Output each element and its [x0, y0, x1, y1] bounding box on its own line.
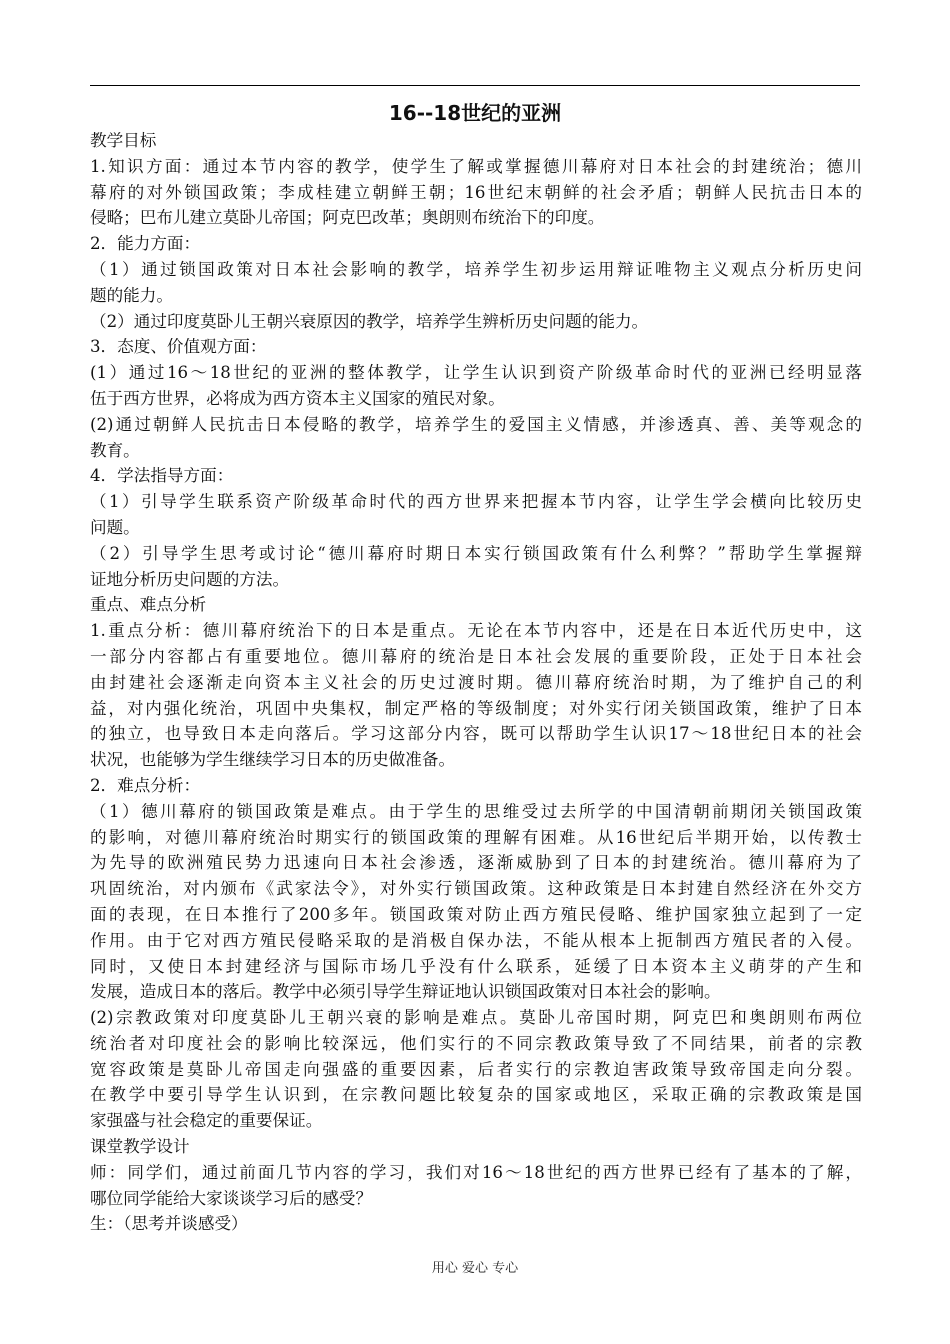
document-body — [90, 128, 862, 1237]
text-line: 伍于西方世界，必将成为西方资本主义国家的殖民对象。 — [90, 388, 505, 408]
text-line: 宽容政策是莫卧儿帝国走向强盛的重要因素，后者实行的宗教迫害政策导致帝国走向分裂。 — [90, 1059, 862, 1079]
text-line: 侵略；巴布儿建立莫卧儿帝国；阿克巴改革；奥朗则布统治下的印度。 — [90, 208, 605, 228]
text-line: 巩固统治，对内颁布《武家法令》，对外实行锁国政策。这种政策是日本封建自然经济在外交方 — [90, 879, 862, 899]
text-line: 课堂教学设计 — [90, 1137, 190, 1157]
text-line: （2）通过印度莫卧儿王朝兴衰原因的教学，培养学生辨析历史问题的能力。 — [90, 311, 649, 331]
text-line: 的独立，也导致日本走向落后。学习这部分内容，既可以帮助学生认识17～18世纪日本的社会 — [90, 724, 862, 744]
text-line: 一部分内容都占有重要地位。德川幕府的统治是日本社会发展的重要阶段，正处于日本社会 — [90, 646, 862, 666]
document-title: 16--18世纪的亚洲 — [388, 101, 562, 125]
text-line: 为先导的欧洲殖民势力迅速向日本社会渗透，逐渐威胁到了日本的封建统治。德川幕府为了 — [90, 853, 862, 873]
text-line: 作用。由于它对西方殖民侵略采取的是消极自保办法，不能从根本上扼制西方殖民者的入侵。 — [90, 930, 862, 950]
text-line: 3．态度、价值观方面： — [90, 337, 267, 357]
text-line: 生：（思考并谈感受） — [90, 1214, 248, 1234]
text-line: 家强盛与社会稳定的重要保证。 — [90, 1111, 323, 1131]
header-rule — [90, 85, 860, 86]
text-line: 题的能力。 — [90, 285, 173, 305]
text-line: 在教学中要引导学生认识到，在宗教问题比较复杂的国家或地区，采取正确的宗教政策是国 — [90, 1085, 862, 1105]
text-line: （1）德川幕府的锁国政策是难点。由于学生的思维受过去所学的中国清朝前期闭关锁国政策 — [90, 801, 862, 821]
text-line: 证地分析历史问题的方法。 — [90, 569, 290, 589]
text-line: 1.知识方面：通过本节内容的教学，使学生了解或掌握德川幕府对日本社会的封建统治；德川 — [90, 156, 862, 176]
text-line: 问题。 — [90, 517, 140, 537]
text-line: 由封建社会逐渐走向资本主义社会的历史过渡时期。德川幕府统治时期，为了维护自己的利 — [90, 672, 862, 692]
text-line: 教学目标 — [90, 131, 157, 150]
text-line: 教育。 — [90, 440, 140, 460]
text-line: 1.重点分析：德川幕府统治下的日本是重点。无论在本节内容中，还是在日本近代历史中，这 — [90, 621, 862, 641]
page-footer: 用心 爱心 专心 — [431, 1261, 519, 1276]
text-line: (2)宗教政策对印度莫卧儿王朝兴衰的影响是难点。莫卧儿帝国时期，阿克巴和奥朗则布两位 — [90, 1008, 862, 1028]
text-line: 发展，造成日本的落后。教学中必须引导学生辩证地认识锁国政策对日本社会的影响。 — [90, 982, 721, 1002]
text-line: 面的表现，在日本推行了200多年。锁国政策对防止西方殖民侵略、维护国家独立起到了一定 — [90, 904, 862, 924]
text-line: 哪位同学能给大家谈谈学习后的感受？ — [90, 1188, 373, 1208]
text-line: 统治者对印度社会的影响比较深远，他们实行的不同宗教政策导致了不同结果，前者的宗教 — [90, 1033, 862, 1053]
text-line: 的影响，对德川幕府统治时期实行的锁国政策的理解有困难。从16世纪后半期开始，以传教士 — [90, 827, 862, 847]
text-line: 重点、难点分析 — [90, 595, 207, 615]
text-line: 幕府的对外锁国政策；李成桂建立朝鲜王朝；16世纪末朝鲜的社会矛盾；朝鲜人民抗击日本的 — [90, 182, 862, 202]
text-line: 益，对内强化统治，巩固中央集权，制定严格的等级制度；对外实行闭关锁国政策，维护了日本 — [90, 698, 862, 718]
text-line: （1）引导学生联系资产阶级革命时代的西方世界来把握本节内容，让学生学会横向比较历史 — [90, 492, 862, 512]
text-line: 同时，又使日本封建经济与国际市场几乎没有什么联系，延缓了日本资本主义萌芽的产生和 — [90, 956, 862, 976]
text-line: 2．能力方面： — [90, 234, 201, 254]
text-line: 2．难点分析： — [90, 775, 201, 795]
text-line: 4．学法指导方面： — [90, 466, 234, 486]
text-line: (2)通过朝鲜人民抗击日本侵略的教学，培养学生的爱国主义情感，并渗透真、善、美等观念的 — [90, 414, 862, 434]
text-line: 师：同学们，通过前面几节内容的学习，我们对16～18世纪的西方世界已经有了基本的了解， — [90, 1162, 862, 1182]
text-line: （1）通过锁国政策对日本社会影响的教学，培养学生初步运用辩证唯物主义观点分析历史问 — [90, 259, 862, 279]
text-line: 状况，也能够为学生继续学习日本的历史做准备。 — [90, 750, 456, 770]
text-line: (1）通过16～18世纪的亚洲的整体教学，让学生认识到资产阶级革命时代的亚洲已经明显落 — [90, 363, 862, 383]
text-line: （2）引导学生思考或讨论“德川幕府时期日本实行锁国政策有什么利弊？”帮助学生掌握辩 — [90, 543, 862, 563]
